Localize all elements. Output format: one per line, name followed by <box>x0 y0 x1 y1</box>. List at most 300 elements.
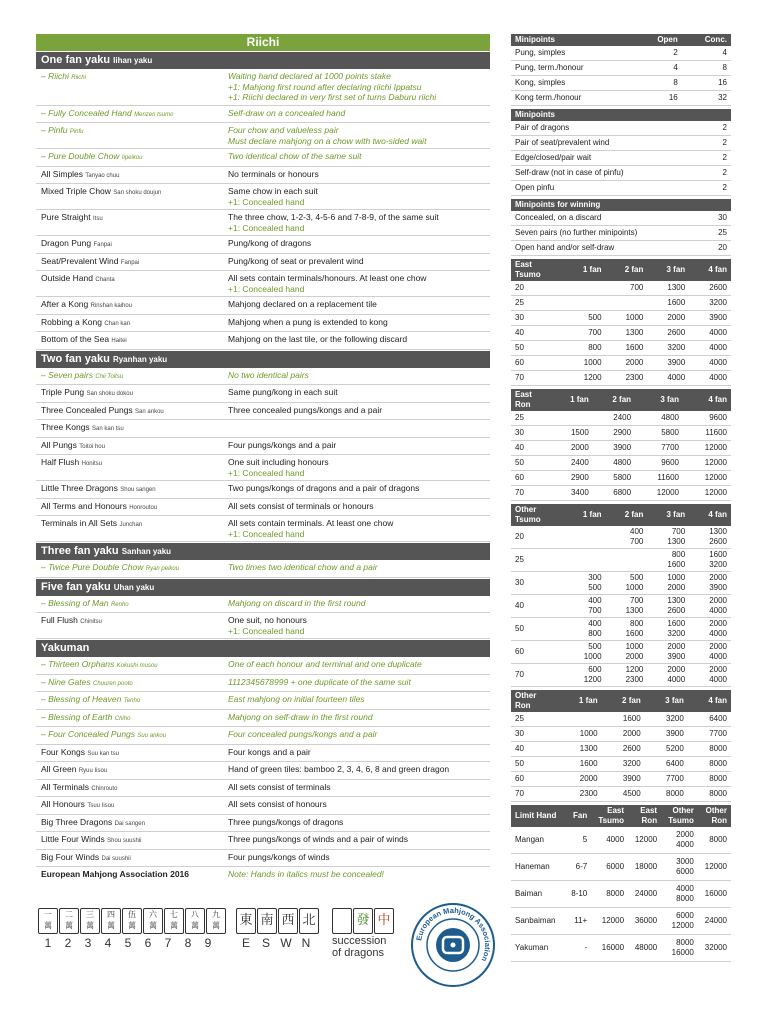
table-cell: 36000 <box>628 908 661 935</box>
wind-letter: W <box>280 936 292 950</box>
table-cell: 1300 <box>558 742 601 757</box>
section-subtitle: Iihan yaku <box>113 56 153 65</box>
yaku-name-jp: Menzen tsumo <box>134 111 174 118</box>
table-cell: 40 <box>511 595 564 618</box>
yaku-description-line: +1: Riichi declared in very first set of turns Daburu riichi <box>228 92 437 102</box>
yaku-description-line: +1: Mahjong first round after declaring riichi Ippatsu <box>228 81 422 92</box>
table-cell: 3900 <box>645 727 688 742</box>
yaku-description <box>228 712 490 725</box>
table-row <box>511 757 731 772</box>
yaku-name <box>41 256 228 269</box>
yaku-name-jp: Shou sangen <box>120 487 156 493</box>
table-cell: 5800 <box>593 471 635 486</box>
table-header-cell: 1 fan <box>564 259 606 281</box>
yaku-description <box>228 422 490 435</box>
yaku-name-en: Full Flush <box>41 615 78 625</box>
yaku-description <box>228 405 490 418</box>
yaku-description <box>228 852 490 865</box>
scoring-table <box>511 259 731 386</box>
footer-credit: European Mahjong Association 2016 <box>41 869 189 879</box>
yaku-description <box>228 615 490 636</box>
table-cell: 12000 <box>683 486 731 501</box>
yaku-name-jp: Junchan <box>119 522 143 528</box>
table-row <box>511 664 731 687</box>
tile-numeral: 七 <box>170 910 178 919</box>
table-cell: 4000 8000 <box>661 881 698 908</box>
table-cell: 4000 <box>647 371 689 386</box>
yaku-description <box>228 387 490 400</box>
yaku-description <box>228 694 490 707</box>
table-cell: 60 <box>511 356 564 371</box>
yaku-name-en: – Pinfu <box>41 125 68 135</box>
table-cell: 24000 <box>698 908 731 935</box>
table-cell: 2 <box>711 181 731 196</box>
yaku-description-line: Hand of green tiles: bamboo 2, 3, 4, 6, 8 and green dragon <box>228 764 450 774</box>
table-cell: 600 1200 <box>564 664 606 687</box>
table-cell: 4 <box>682 46 731 61</box>
yaku-description <box>228 834 490 847</box>
table-cell: 4500 <box>602 787 645 802</box>
table-cell: 11+ <box>565 908 591 935</box>
yaku-description <box>228 238 490 251</box>
table-cell: 25 <box>707 226 731 241</box>
yaku-row <box>36 315 490 333</box>
table-cell: 4000 <box>689 326 731 341</box>
yaku-name-jp: Kokushi musou <box>116 663 158 669</box>
table-cell: 6000 <box>591 854 628 881</box>
table-cell: 50 <box>511 618 564 641</box>
yaku-description-line: All sets contain terminals/honours. At least one chow <box>228 273 427 283</box>
yaku-name-en: All Terms and Honours <box>41 500 127 511</box>
yaku-name-jp: Suu kan tsu <box>87 750 120 757</box>
table-cell: 1600 <box>647 296 689 311</box>
dragon-tile <box>332 908 352 934</box>
table-header-cell: Fan <box>565 805 591 827</box>
yaku-name-jp: Toitoi hou <box>79 443 105 450</box>
yaku-description-line: All sets consist of terminals <box>228 781 331 792</box>
table-cell: 1600 3200 <box>647 618 689 641</box>
yaku-row <box>36 481 490 499</box>
yaku-description-line: Must declare mahjong on a chow with two-sided wait <box>228 135 427 146</box>
table-row <box>511 136 731 151</box>
table-cell: 3900 <box>602 772 645 787</box>
table-cell: 2300 <box>606 371 648 386</box>
wind-tile: 南 <box>257 908 277 934</box>
table-cell <box>564 281 606 296</box>
yaku-description-line: Waiting hand declared at 1000 points stake <box>228 71 391 81</box>
table-row <box>511 76 731 91</box>
tile-number: 8 <box>184 936 192 950</box>
table-cell: 1600 3200 <box>689 549 731 572</box>
table-row <box>511 827 731 854</box>
table-cell: Kong term./honour <box>511 91 635 106</box>
yaku-row <box>36 596 490 614</box>
tile-man: 萬 <box>65 921 73 930</box>
yaku-name <box>41 71 228 103</box>
table-cell: 8000 <box>698 827 731 854</box>
table-cell: 4000 <box>689 356 731 371</box>
yaku-name-jp: Riichi <box>71 75 86 81</box>
table-cell: 2000 <box>647 311 689 326</box>
yaku-name <box>41 782 228 795</box>
tile-number: 4 <box>104 936 112 950</box>
table-header-cell: Other Tsumo <box>661 805 698 827</box>
yaku-description-line: Self-draw on a concealed hand <box>228 107 346 118</box>
yaku-name-en: – Blessing of Heaven <box>41 694 122 704</box>
scoring-tables <box>511 34 731 965</box>
yaku-description-line: Three pungs/kongs of winds and a pair of winds <box>228 834 409 844</box>
yaku-description-line: Three pungs/kongs of dragons <box>228 816 344 827</box>
yaku-row <box>36 657 490 675</box>
table-row <box>511 549 731 572</box>
yaku-name <box>41 712 228 725</box>
wind-tile: 北 <box>299 908 319 934</box>
character-tiles <box>38 908 226 934</box>
table-cell: 16000 <box>591 935 628 962</box>
table-cell: 6400 <box>645 757 688 772</box>
table-row <box>511 641 731 664</box>
yaku-description-line: +1: Concealed hand <box>228 625 305 636</box>
table-cell: Pair of dragons <box>511 121 698 136</box>
table-header-cell: 3 fan <box>645 690 688 712</box>
character-tile <box>101 908 121 934</box>
yaku-row <box>36 385 490 403</box>
table-row <box>511 121 731 136</box>
yaku-description <box>228 186 490 207</box>
table-cell: 1600 <box>558 757 601 772</box>
dragon-tiles <box>332 908 394 934</box>
yaku-description <box>228 483 490 496</box>
table-row <box>511 471 731 486</box>
yaku-name <box>41 125 228 146</box>
yaku-row <box>36 850 490 868</box>
tile-man: 萬 <box>170 921 178 930</box>
yaku-name <box>41 334 228 347</box>
tile-numeral: 一 <box>44 910 52 919</box>
yaku-name <box>41 387 228 400</box>
scoring-table <box>511 109 731 196</box>
table-cell: Kong, simples <box>511 76 635 91</box>
table-header-cell: East Ron <box>628 805 661 827</box>
table-cell <box>696 241 707 256</box>
table-header-cell: Limit Hand <box>511 805 565 827</box>
table-cell: 1300 <box>606 326 648 341</box>
table-row <box>511 151 731 166</box>
table-header-cell: Open <box>635 34 681 46</box>
table-cell: 8000 16000 <box>661 935 698 962</box>
yaku-name-jp: Chinrouto <box>91 785 118 792</box>
yaku-description-line: Mahjong when a pung is extended to kong <box>228 316 388 327</box>
table-cell: Concealed, on a discard <box>511 211 696 226</box>
yaku-row <box>36 455 490 481</box>
yaku-name <box>41 598 228 611</box>
table-cell: 60 <box>511 641 564 664</box>
yaku-name-en: Bottom of the Sea <box>41 334 110 344</box>
table-cell: 1300 2600 <box>689 526 731 549</box>
yaku-name-jp: Tenho <box>123 698 141 704</box>
yaku-name-en: Outside Hand <box>41 273 93 283</box>
tile-number: 1 <box>44 936 52 950</box>
table-cell: 400 700 <box>606 526 648 549</box>
table-cell: 1200 2300 <box>606 664 648 687</box>
yaku-name-jp: Ryuu Iisou <box>78 768 108 774</box>
yaku-name-jp: Fanpai <box>120 259 140 266</box>
yaku-name <box>41 659 228 672</box>
table-cell: 50 <box>511 757 558 772</box>
yaku-name-en: Little Three Dragons <box>41 483 118 493</box>
yaku-description <box>228 334 490 347</box>
yaku-description <box>228 71 490 103</box>
yaku-row <box>36 403 490 421</box>
table-cell <box>564 526 606 549</box>
tile-number: 3 <box>84 936 92 950</box>
yaku-description-line: Mahjong on self-draw in the first round <box>228 711 373 722</box>
yaku-row <box>36 516 490 542</box>
tile-number: 6 <box>144 936 152 950</box>
yaku-name-jp: Chanta <box>95 277 115 283</box>
yaku-row <box>36 745 490 763</box>
yaku-row <box>36 727 490 745</box>
table-cell: - <box>565 935 591 962</box>
table-cell: 1000 2000 <box>647 572 689 595</box>
table-cell: 2600 <box>647 326 689 341</box>
yaku-row <box>36 762 490 780</box>
yaku-description-line: Two identical chow of the same suit <box>228 151 362 161</box>
yaku-name-en: – Thirteen Orphans <box>41 659 115 669</box>
yaku-description-line: Four kongs and a pair <box>228 746 311 757</box>
table-cell: 11600 <box>683 426 731 441</box>
yaku-row <box>36 167 490 185</box>
section-subtitle: Sanhan yaku <box>121 547 172 556</box>
table-row <box>511 241 731 256</box>
table-row <box>511 727 731 742</box>
page-title: Riichi <box>36 34 490 51</box>
yaku-name <box>41 518 228 539</box>
tile-numeral: 伍 <box>128 910 136 919</box>
tile-man: 萬 <box>191 921 199 930</box>
yaku-description <box>228 598 490 611</box>
table-cell <box>696 226 707 241</box>
table-header-cell <box>696 199 707 211</box>
wind-letter: E <box>241 936 250 950</box>
section-title: One fan yaku <box>41 54 111 66</box>
table-cell: 2000 <box>606 356 648 371</box>
table-header-cell <box>698 109 711 121</box>
table-cell: 1500 <box>550 426 592 441</box>
character-tile <box>206 908 226 934</box>
table-cell: Self-draw (not in case of pinfu) <box>511 166 698 181</box>
table-header-cell: Other Tsumo <box>511 504 564 526</box>
table-cell: Mangan <box>511 827 565 854</box>
yaku-row <box>36 560 490 578</box>
yaku-description <box>228 273 490 294</box>
section-header <box>36 543 490 560</box>
yaku-name-en: Big Four Winds <box>41 851 100 862</box>
table-cell: 700 1300 <box>606 595 648 618</box>
table-row <box>511 211 731 226</box>
table-header-cell <box>711 109 731 121</box>
yaku-description <box>228 440 490 453</box>
yaku-name <box>41 483 228 496</box>
table-cell: 7700 <box>645 772 688 787</box>
table-cell: 2000 <box>558 772 601 787</box>
yaku-row <box>36 613 490 639</box>
yaku-name-jp: Dai sangen <box>114 820 145 827</box>
section-header <box>36 52 490 69</box>
yaku-description-line: Pung/kong of seat or prevalent wind <box>228 255 364 266</box>
yaku-description <box>228 782 490 795</box>
table-cell: 40 <box>511 441 550 456</box>
ema-logo-icon <box>410 902 496 988</box>
yaku-description-line: +1: Concealed hand <box>228 528 305 539</box>
table-cell: 30 <box>707 211 731 226</box>
table-cell: 70 <box>511 371 564 386</box>
table-cell: 3200 <box>645 712 688 727</box>
table-cell: 2000 4000 <box>689 664 731 687</box>
table-header-cell: 2 fan <box>602 690 645 712</box>
yaku-name <box>41 405 228 418</box>
table-header-cell: Minipoints <box>511 34 635 46</box>
yaku-name-en: All Simples <box>41 168 84 179</box>
dragon-caption-line-1: succession <box>332 935 387 947</box>
yaku-description <box>228 729 490 742</box>
table-cell: 40 <box>511 326 564 341</box>
table-cell <box>606 296 648 311</box>
table-row <box>511 572 731 595</box>
yaku-name <box>41 729 228 742</box>
yaku-name-en: Terminals in All Sets <box>41 518 118 528</box>
table-cell: 18000 <box>628 854 661 881</box>
tile-man: 萬 <box>212 921 220 930</box>
yaku-description-line: No two identical pairs <box>228 369 309 380</box>
table-cell: 3200 <box>647 341 689 356</box>
section-title: Two fan yaku <box>41 352 110 365</box>
yaku-name-en: – Blessing of Earth <box>41 711 113 722</box>
table-cell <box>564 296 606 311</box>
yaku-name-en: Little Four Winds <box>41 834 105 844</box>
section-title: Three fan yaku <box>41 545 119 557</box>
yaku-row <box>36 832 490 850</box>
yaku-name-jp: Suu ankou <box>137 733 167 739</box>
table-cell: 300 500 <box>564 572 606 595</box>
table-cell: 16 <box>682 76 731 91</box>
yaku-name-en: Three Concealed Pungs <box>41 404 133 415</box>
table-header-cell: 4 fan <box>689 504 731 526</box>
table-header-cell: Minipoints for winning <box>511 199 696 211</box>
table-cell: 1300 2600 <box>647 595 689 618</box>
table-cell: 50 <box>511 456 550 471</box>
yaku-name <box>41 694 228 707</box>
yaku-row <box>36 271 490 297</box>
table-cell: 3900 <box>647 356 689 371</box>
yaku-name <box>41 317 228 330</box>
yaku-name <box>41 457 228 478</box>
yaku-name <box>41 212 228 233</box>
table-cell: 700 1300 <box>647 526 689 549</box>
yaku-description-line: Three concealed pungs/kongs and a pair <box>228 404 383 415</box>
table-cell: 2000 4000 <box>661 827 698 854</box>
character-tile <box>59 908 79 934</box>
table-cell: 2 <box>711 136 731 151</box>
table-cell: 2400 <box>593 411 635 426</box>
table-header-cell: 2 fan <box>606 259 648 281</box>
yaku-name-jp: Pinfu <box>69 129 84 135</box>
table-cell: 12000 <box>591 908 628 935</box>
yaku-description-line: East mahjong on initial fourteen tiles <box>228 694 365 704</box>
yaku-description-line: All sets consist of terminals or honours <box>228 500 374 511</box>
table-cell: Open pinfu <box>511 181 698 196</box>
yaku-name-jp: San kan tsu <box>92 426 124 432</box>
tile-number: 2 <box>64 936 72 950</box>
table-row <box>511 854 731 881</box>
wind-tile: 東 <box>236 908 256 934</box>
yaku-list <box>36 34 490 882</box>
table-cell <box>698 121 711 136</box>
yaku-name-en: Triple Pung <box>41 387 85 397</box>
table-cell <box>698 166 711 181</box>
yaku-description-line: 1112345678999 + one duplicate of the same suit <box>228 676 411 687</box>
yaku-row <box>36 210 490 236</box>
table-cell: 4800 <box>593 456 635 471</box>
table-cell: 32000 <box>698 935 731 962</box>
scoring-table <box>511 690 731 802</box>
table-cell: Pung, simples <box>511 46 635 61</box>
section-subtitle: Ryanhan yaku <box>112 354 168 364</box>
yaku-name-en: After a Kong <box>41 299 89 309</box>
yaku-description <box>228 299 490 312</box>
tile-numeral: 九 <box>212 910 220 919</box>
table-cell: 8000 <box>688 772 731 787</box>
yaku-name-jp: Chinitsu <box>80 619 102 625</box>
table-cell: 2000 4000 <box>689 618 731 641</box>
table-cell: 800 1600 <box>606 618 648 641</box>
table-cell: 2 <box>711 166 731 181</box>
yaku-description-line: One suit including honours <box>228 457 329 467</box>
yaku-name-en: All Terminals <box>41 781 90 792</box>
table-cell: 6400 <box>688 712 731 727</box>
table-header-cell: 3 fan <box>647 259 689 281</box>
yaku-description-line: Mahjong declared on a replacement tile <box>228 299 377 309</box>
table-cell: 8000 <box>688 787 731 802</box>
character-tile <box>143 908 163 934</box>
section-title: Five fan yaku <box>41 580 111 593</box>
table-row <box>511 595 731 618</box>
tile-numeral: 六 <box>149 910 157 919</box>
table-cell: 70 <box>511 787 558 802</box>
yaku-description-line: +1: Concealed hand <box>228 283 305 294</box>
table-cell: 7700 <box>688 727 731 742</box>
yaku-description-line: +1: Concealed hand <box>228 467 305 478</box>
table-cell: 25 <box>511 411 550 426</box>
yaku-name <box>41 501 228 514</box>
yaku-description-line: Four chow and valueless pair <box>228 125 339 135</box>
yaku-description-line: Four pungs/kongs of winds <box>228 851 330 862</box>
wind-letter: N <box>301 936 311 950</box>
table-cell: 30 <box>511 572 564 595</box>
scoring-table <box>511 389 731 501</box>
table-cell: 700 <box>564 326 606 341</box>
table-cell: 2000 <box>602 727 645 742</box>
yaku-name <box>41 677 228 690</box>
table-cell: 3900 <box>593 441 635 456</box>
yaku-name <box>41 422 228 435</box>
yaku-description-line: Same chow in each suit <box>228 186 318 196</box>
table-cell: 1600 <box>606 341 648 356</box>
table-cell: 48000 <box>628 935 661 962</box>
table-header-cell: Other Ron <box>698 805 731 827</box>
yaku-description-line: All sets contain terminals. At least one chow <box>228 518 394 528</box>
table-cell: 2 <box>635 46 681 61</box>
